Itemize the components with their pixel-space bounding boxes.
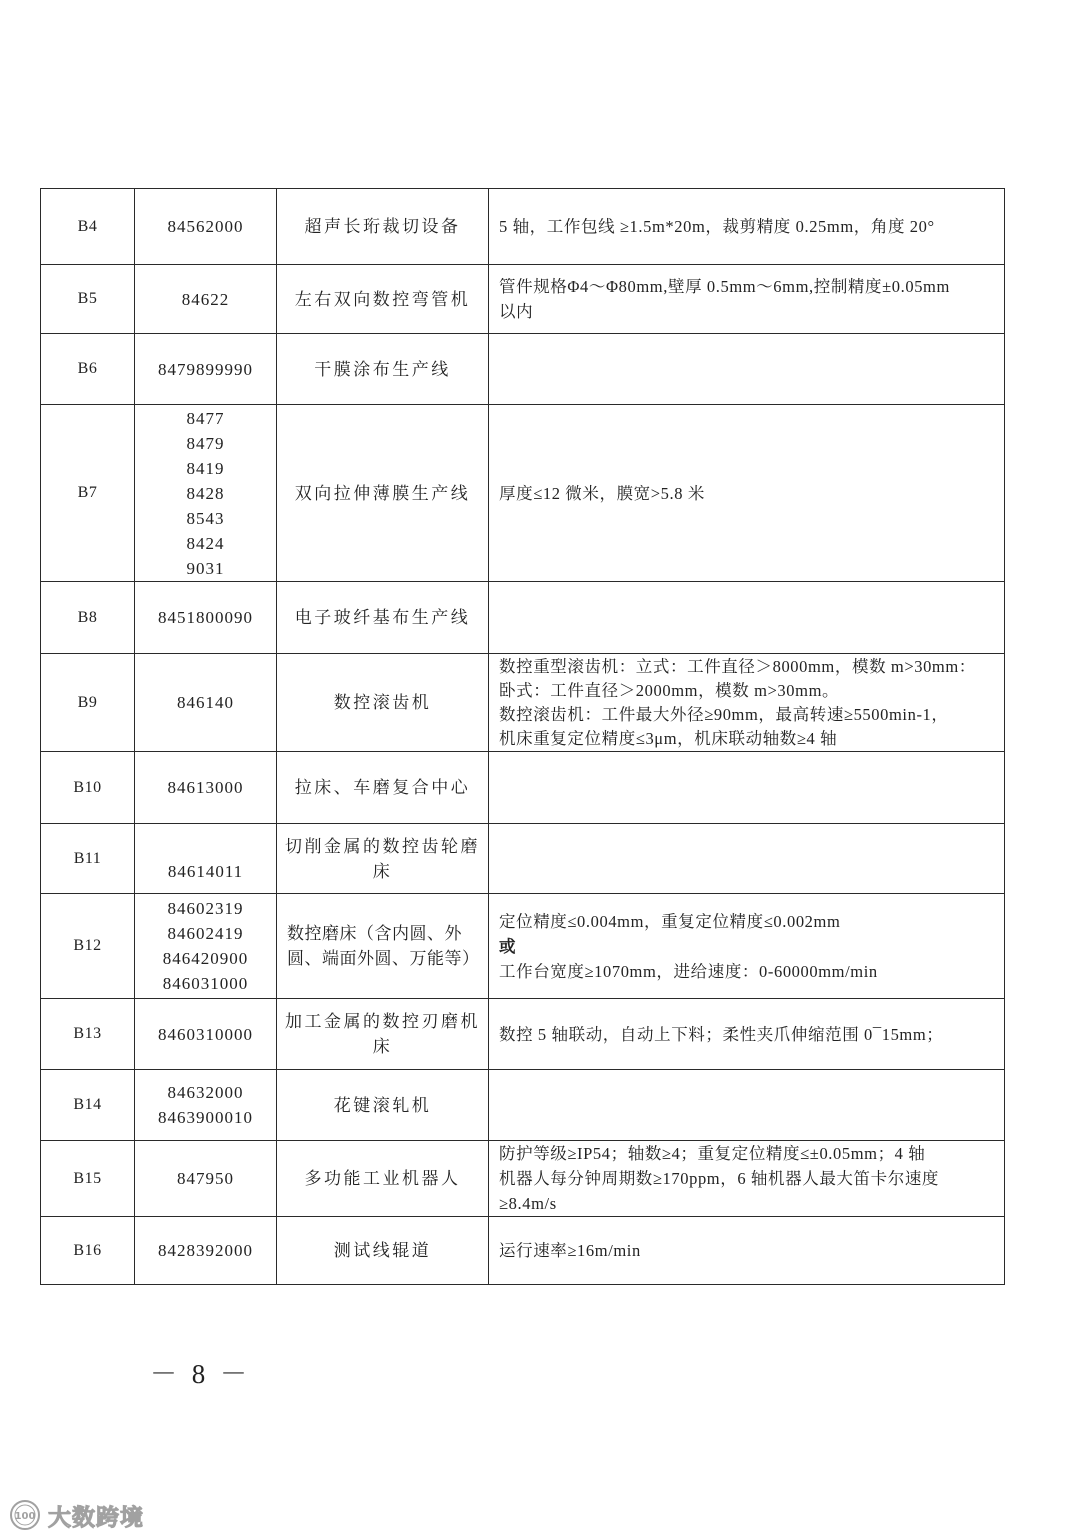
spec-line: 数控重型滚齿机：立式：工件直径＞8000mm，模数 m>30mm： [499, 656, 976, 676]
hs-code-cell [135, 189, 277, 265]
table-row [41, 334, 1005, 405]
row-id: B14 [41, 1070, 135, 1141]
hs-code: 8460310000 [158, 1024, 253, 1044]
table-row [41, 824, 1005, 894]
spec-cell [489, 1070, 1005, 1141]
table-row [41, 1141, 1005, 1217]
equipment-name: 床 [372, 861, 393, 881]
spec-line: 5 轴，工作包线 ≥1.5m*20m，裁剪精度 0.25mm，角度 20° [499, 217, 935, 236]
equipment-name: 切削金属的数控齿轮磨 [285, 836, 480, 856]
equipment-name-cell [277, 1141, 489, 1217]
spec-cell [489, 1141, 1005, 1217]
spec-line: 管件规格Φ4～Φ80mm,壁厚 0.5mm～6mm,控制精度±0.05mm [499, 277, 950, 296]
hs-code: 846031000 [162, 974, 249, 993]
equipment-name: 拉床、车磨复合中心 [294, 778, 471, 797]
table-row [41, 752, 1005, 824]
hs-code: 8479899990 [158, 359, 253, 379]
spec-cell [489, 582, 1005, 654]
row-id: B7 [41, 405, 135, 582]
hs-code-cell [135, 265, 277, 334]
row-id: B16 [41, 1217, 135, 1285]
row-id: B15 [41, 1141, 135, 1217]
equipment-name: 干膜涂布生产线 [314, 359, 451, 379]
equipment-name-cell [277, 1070, 489, 1141]
equipment-name: 多功能工业机器人 [304, 1169, 461, 1188]
spec-line: 防护等级≥IP54；轴数≥4；重复定位精度≤±0.05mm；4 轴 [499, 1144, 926, 1163]
hs-code-cell [135, 824, 277, 894]
hs-code-cell [135, 999, 277, 1070]
table-row [41, 654, 1005, 752]
equipment-name: 超声长珩裁切设备 [304, 217, 461, 236]
hs-code-cell [135, 654, 277, 752]
hs-code: 8424 [186, 533, 225, 553]
hs-code: 84632000 [167, 1083, 244, 1102]
equipment-name-cell [277, 999, 489, 1070]
equipment-name: 左右双向数控弯管机 [294, 289, 471, 309]
hs-code: 8543 [186, 508, 225, 528]
hs-code: 84602319 [167, 899, 244, 918]
hs-code-cell [135, 1070, 277, 1141]
equipment-name: 床 [372, 1037, 393, 1056]
equipment-name-cell [277, 405, 489, 582]
hs-code: 84602419 [167, 924, 244, 943]
hs-code-cell [135, 752, 277, 824]
hs-code: 84562000 [167, 217, 244, 236]
hs-code: 9031 [186, 558, 225, 578]
hs-code: 846140 [177, 693, 234, 712]
table-row [41, 1070, 1005, 1141]
equipment-name: 加工金属的数控刃磨机 [285, 1012, 480, 1031]
watermark [8, 1498, 144, 1532]
spec-line-or: 或 [499, 936, 517, 956]
spec-line: 运行速率≥16m/min [499, 1241, 641, 1260]
hs-code: 8477 [186, 408, 225, 428]
spec-cell [489, 189, 1005, 265]
hs-code: 846420900 [162, 949, 249, 968]
equipment-name-cell [277, 654, 489, 752]
spec-line: 数控 5 轴联动，自动上下料；柔性夹爪伸缩范围 0¯15mm； [499, 1024, 944, 1044]
watermark-logo-icon [8, 1498, 42, 1532]
hs-code-cell [135, 1141, 277, 1217]
spec-line: 卧式：工件直径＞2000mm，模数 m>30mm。 [499, 680, 840, 700]
equipment-name-cell [277, 582, 489, 654]
row-id: B10 [41, 752, 135, 824]
spec-cell [489, 752, 1005, 824]
spec-cell [489, 265, 1005, 334]
hs-code: 8428392000 [158, 1241, 253, 1260]
hs-code: 8419 [186, 458, 225, 478]
spec-line: 厚度≤12 微米，膜宽>5.8 米 [499, 483, 705, 503]
spec-cell [489, 1217, 1005, 1285]
equipment-name: 数控磨床（含内圆、外 [287, 924, 462, 943]
hs-code: 8428 [186, 483, 225, 503]
equipment-table [40, 188, 1005, 1285]
row-id: B8 [41, 582, 135, 654]
equipment-name: 花键滚轧机 [333, 1095, 432, 1115]
hs-code-cell [135, 334, 277, 405]
equipment-name: 圆、端面外圆、万能等） [287, 949, 480, 968]
hs-code-cell [135, 894, 277, 999]
spec-line: 机床重复定位精度≤3μm，机床联动轴数≥4 轴 [499, 728, 838, 748]
equipment-name: 双向拉伸薄膜生产线 [294, 483, 471, 503]
row-id: B4 [41, 189, 135, 265]
table-row [41, 1217, 1005, 1285]
equipment-name-cell [277, 189, 489, 265]
spec-line: ≥8.4m/s [499, 1194, 557, 1213]
spec-line: 定位精度≤0.004mm，重复定位精度≤0.002mm [499, 911, 841, 931]
hs-code: 8479 [186, 433, 225, 453]
equipment-name-cell [277, 265, 489, 334]
hs-code-cell [135, 405, 277, 582]
spec-cell [489, 334, 1005, 405]
row-id: B12 [41, 894, 135, 999]
row-id: B11 [41, 824, 135, 894]
svg-text:100: 100 [14, 1511, 36, 1522]
equipment-name: 电子玻纤基布生产线 [294, 608, 471, 627]
hs-code: 8451800090 [158, 608, 253, 627]
hs-code: 84614011 [167, 862, 244, 881]
table-row [41, 265, 1005, 334]
spec-cell [489, 999, 1005, 1070]
row-id: B5 [41, 265, 135, 334]
hs-code: 84613000 [167, 778, 244, 797]
hs-code: 847950 [177, 1169, 234, 1188]
hs-code-cell [135, 582, 277, 654]
spec-cell [489, 654, 1005, 752]
equipment-name: 数控滚齿机 [333, 693, 432, 712]
equipment-name-cell [277, 334, 489, 405]
table-row [41, 582, 1005, 654]
spec-cell [489, 824, 1005, 894]
spec-line: 数控滚齿机：工件最大外径≥90mm，最高转速≥5500min-1， [499, 704, 949, 724]
spec-line: 工作台宽度≥1070mm，进给速度：0-60000mm/min [499, 961, 878, 981]
watermark-text: 大数跨境 [48, 1504, 144, 1531]
row-id: B13 [41, 999, 135, 1070]
table-row [41, 189, 1005, 265]
row-id: B9 [41, 654, 135, 752]
table-row [41, 894, 1005, 999]
hs-code: 84622 [181, 289, 230, 309]
spec-line: 机器人每分钟周期数≥170ppm，6 轴机器人最大笛卡尔速度 [499, 1169, 940, 1188]
equipment-name-cell [277, 752, 489, 824]
page-number: － 8 － [150, 1359, 251, 1389]
table-row [41, 999, 1005, 1070]
hs-code-cell [135, 1217, 277, 1285]
equipment-name-cell [277, 824, 489, 894]
row-id: B6 [41, 334, 135, 405]
spec-line: 以内 [499, 302, 534, 321]
equipment-name-cell [277, 894, 489, 999]
hs-code: 8463900010 [158, 1108, 253, 1127]
table-row [41, 405, 1005, 582]
equipment-name: 测试线辊道 [333, 1241, 432, 1260]
spec-cell [489, 894, 1005, 999]
equipment-name-cell [277, 1217, 489, 1285]
spec-cell [489, 405, 1005, 582]
